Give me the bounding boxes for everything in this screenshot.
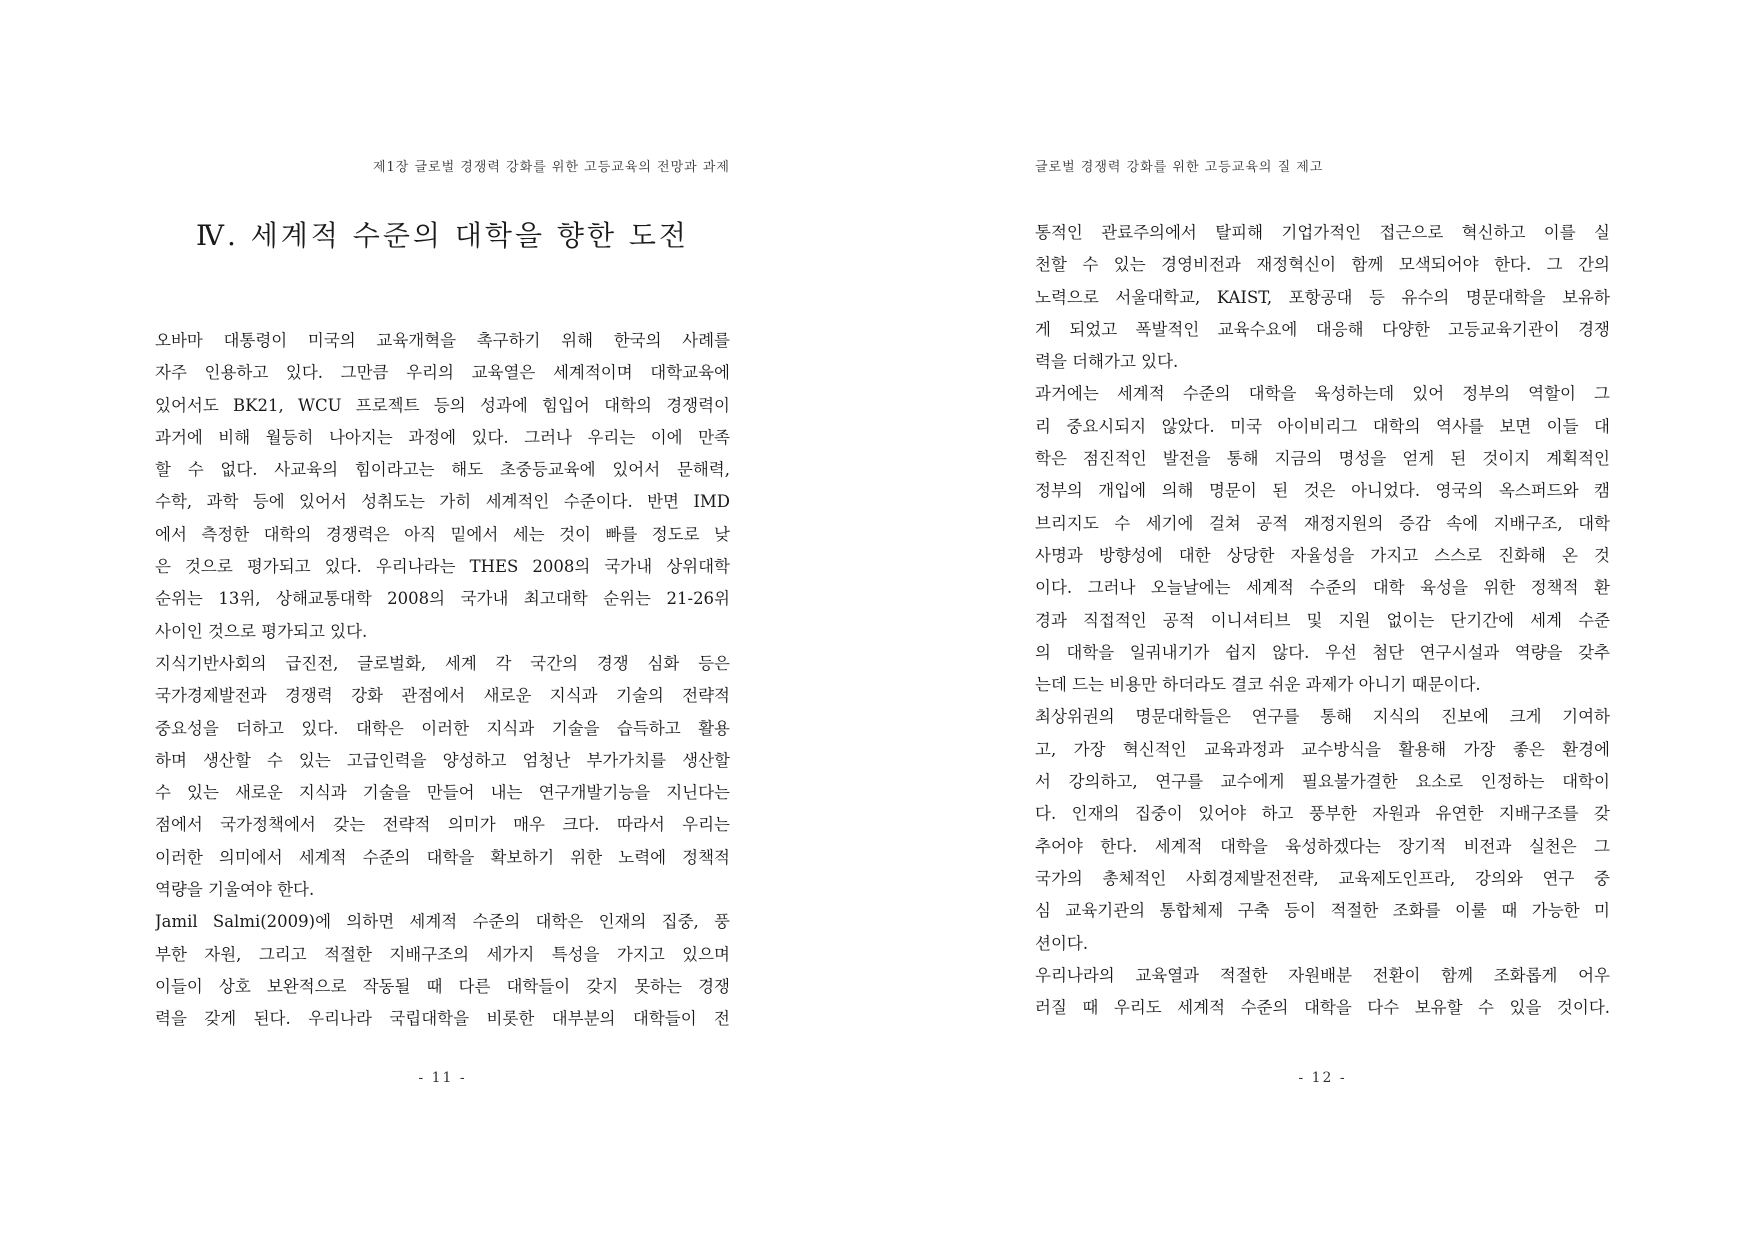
page-number: - 11 -	[418, 1070, 467, 1086]
text-line: 사이인 것으로 평가되고 있다.	[155, 621, 368, 641]
text-line: 지식기반사회의 급진전, 글로벌화, 세계 각 국간의 경쟁 심화 등은	[155, 653, 730, 673]
text-line: 사명과 방향성에 대한 상당한 자율성을 가지고 스스로 진화해 온 것	[1035, 545, 1610, 565]
text-line: 할 수 없다. 사교육의 힘이라고는 해도 초중등교육에 있어서 문해력,	[155, 460, 730, 480]
page-number: - 12 -	[1298, 1070, 1347, 1086]
text-line: 이러한 의미에서 세계적 수준의 대학을 확보하기 위한 노력에 정책적	[155, 847, 730, 867]
body-text	[155, 325, 730, 1036]
text-line: 이들이 상호 보완적으로 작동될 때 다른 대학들이 갖지 못하는 경쟁	[155, 976, 730, 996]
left-page	[155, 0, 730, 1240]
text-line: 브리지도 수 세기에 걸쳐 공적 재정지원의 증감 속에 지배구조, 대학	[1035, 513, 1610, 533]
text-line: 부한 자원, 그리고 적절한 지배구조의 세가지 특성을 가지고 있으며	[155, 944, 730, 964]
text-line: 있어서도 BK21, WCU 프로젝트 등의 성과에 힘입어 대학의 경쟁력이	[155, 395, 730, 415]
text-line: 다. 인재의 집중이 있어야 하고 풍부한 자원과 유연한 지배구조를 갖	[1035, 804, 1610, 824]
text-line: 수학, 과학 등에 있어서 성취도는 가히 세계적인 수준이다. 반면 IMD	[155, 492, 730, 512]
text-line: 노력으로 서울대학교, KAIST, 포항공대 등 유수의 명문대학을 보유하	[1035, 287, 1610, 307]
text-line: 션이다.	[1035, 933, 1089, 953]
text-line: Jamil Salmi(2009)에 의하면 세계적 수준의 대학은 인재의 집중, 풍	[155, 912, 730, 932]
text-line: 러질 때 우리도 세계적 수준의 대학을 다수 보유할 수 있을 것이다.	[1035, 998, 1610, 1018]
running-header: 글로벌 경쟁력 강화를 위한 고등교육의 질 제고	[1035, 160, 1324, 175]
text-line: 에서 측정한 대학의 경쟁력은 아직 밑에서 세는 것이 빠를 정도로 낮	[155, 524, 730, 544]
text-line: 중요성을 더하고 있다. 대학은 이러한 지식과 기술을 습득하고 활용	[155, 718, 730, 738]
right-page	[1035, 0, 1610, 1240]
text-line: 의 대학을 일궈내기가 쉽지 않다. 우선 첨단 연구시설과 역량을 갖추	[1035, 642, 1610, 662]
text-line: 국가의 총체적인 사회경제발전전략, 교육제도인프라, 강의와 연구 중	[1035, 868, 1610, 888]
text-line: 이다. 그러나 오늘날에는 세계적 수준의 대학 육성을 위한 정책적 환	[1035, 578, 1610, 598]
text-line: 정부의 개입에 의해 명문이 된 것은 아니었다. 영국의 옥스퍼드와 캠	[1035, 481, 1610, 501]
text-line: 서 강의하고, 연구를 교수에게 필요불가결한 요소로 인정하는 대학이	[1035, 772, 1610, 792]
text-line: 력을 갖게 된다. 우리나라 국립대학을 비롯한 대부분의 대학들이 전	[155, 1009, 730, 1029]
text-line: 자주 인용하고 있다. 그만큼 우리의 교육열은 세계적이며 대학교육에	[155, 363, 730, 383]
section-title: Ⅳ. 세계적 수준의 대학을 향한 도전	[195, 219, 689, 252]
text-line: 과거에는 세계적 수준의 대학을 육성하는데 있어 정부의 역할이 그	[1035, 384, 1610, 404]
text-line: 심 교육기관의 통합체제 구축 등이 적절한 조화를 이룰 때 가능한 미	[1035, 901, 1610, 921]
text-line: 통적인 관료주의에서 탈피해 기업가적인 접근으로 혁신하고 이를 실	[1035, 223, 1610, 242]
text-line: 학은 점진적인 발전을 통해 지금의 명성을 얻게 된 것이지 계획적인	[1035, 449, 1610, 469]
text-line: 고, 가장 혁신적인 교육과정과 교수방식을 활용해 가장 좋은 환경에	[1035, 739, 1610, 759]
text-line: 천할 수 있는 경영비전과 재정혁신이 함께 모색되어야 한다. 그 간의	[1035, 255, 1610, 275]
text-line: 오바마 대통령이 미국의 교육개혁을 촉구하기 위해 한국의 사례를	[155, 331, 730, 350]
text-line: 하며 생산할 수 있는 고급인력을 양성하고 엄청난 부가가치를 생산할	[155, 750, 730, 770]
text-line: 국가경제발전과 경쟁력 강화 관점에서 새로운 지식과 기술의 전략적	[155, 686, 730, 706]
running-header: 제1장 글로벌 경쟁력 강화를 위한 고등교육의 전망과 과제	[372, 160, 730, 175]
text-line: 리 중요시되지 않았다. 미국 아이비리그 대학의 역사를 보면 이들 대	[1035, 416, 1610, 436]
text-line: 수 있는 새로운 지식과 기술을 만들어 내는 연구개발기능을 지닌다는	[155, 783, 730, 803]
text-line: 최상위권의 명문대학들은 연구를 통해 지식의 진보에 크게 기여하	[1035, 707, 1610, 727]
text-line: 는데 드는 비용만 하더라도 결코 쉬운 과제가 아니기 때문이다.	[1035, 675, 1481, 695]
text-line: 순위는 13위, 상해교통대학 2008의 국가내 최고대학 순위는 21-26위	[155, 589, 730, 609]
text-line: 과거에 비해 월등히 나아지는 과정에 있다. 그러나 우리는 이에 만족	[155, 427, 730, 447]
text-line: 경과 직접적인 공적 이니셔티브 및 지원 없이는 단기간에 세계 수준	[1035, 610, 1610, 630]
text-line: 우리나라의 교육열과 적절한 자원배분 전환이 함께 조화롭게 어우	[1035, 965, 1610, 985]
text-line: 추어야 한다. 세계적 대학을 육성하겠다는 장기적 비전과 실천은 그	[1035, 836, 1610, 856]
text-line: 점에서 국가정책에서 갖는 전략적 의미가 매우 크다. 따라서 우리는	[155, 815, 730, 835]
text-line: 게 되었고 폭발적인 교육수요에 대응해 다양한 고등교육기관이 경쟁	[1035, 319, 1610, 339]
text-line: 은 것으로 평가되고 있다. 우리나라는 THES 2008의 국가내 상위대학	[155, 557, 730, 577]
body-text	[1035, 217, 1610, 1024]
text-line: 역량을 기울여야 한다.	[155, 880, 315, 900]
text-line: 력을 더해가고 있다.	[1035, 352, 1179, 372]
